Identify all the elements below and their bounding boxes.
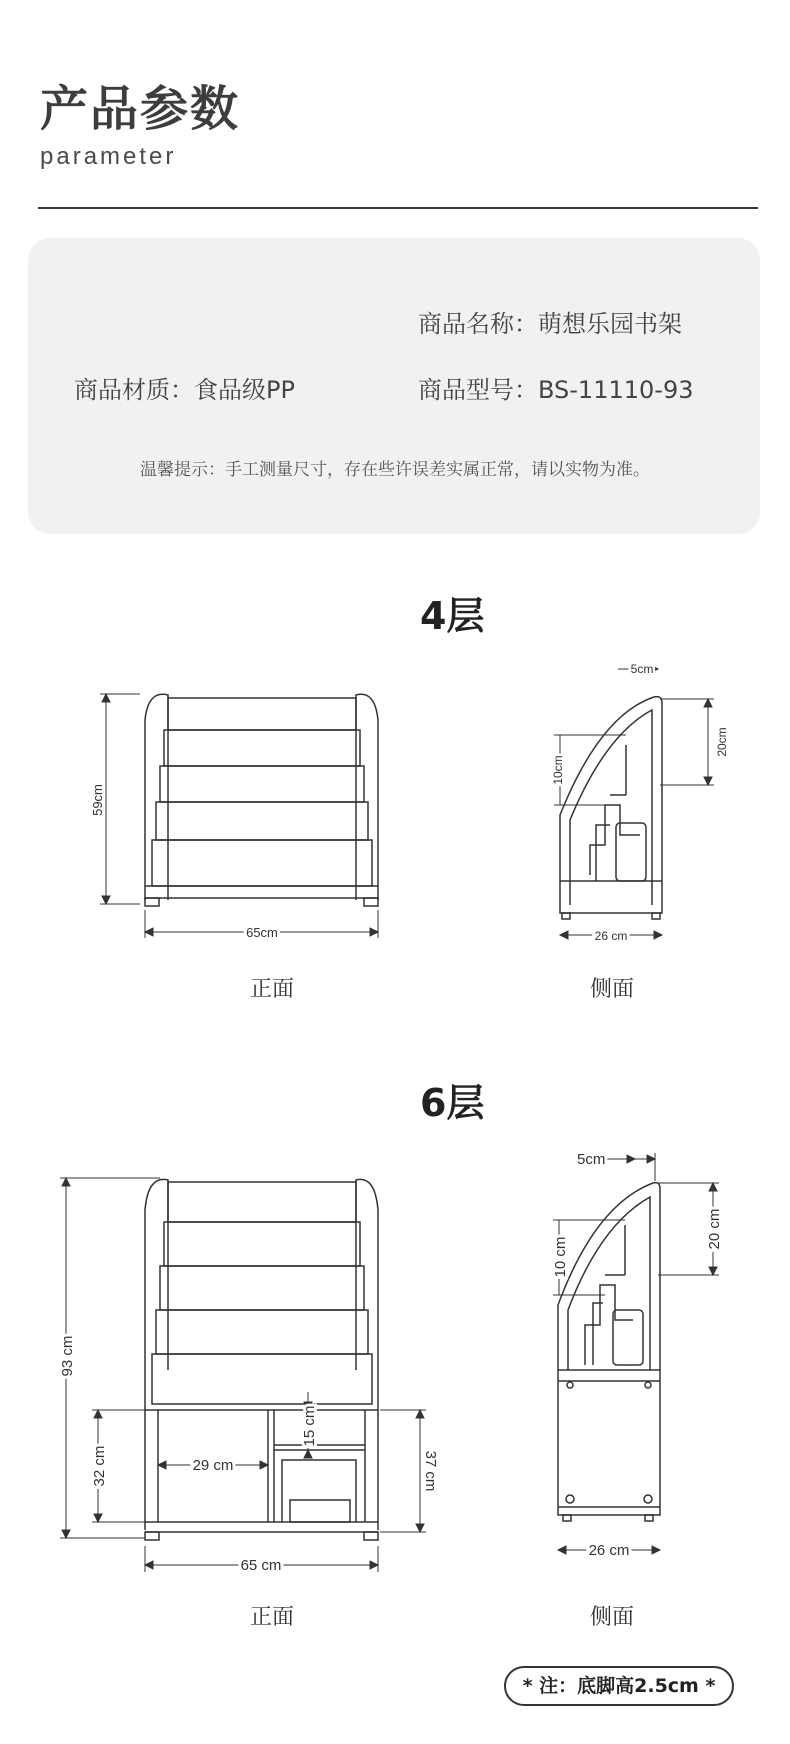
section-4-heading: 4层 <box>420 594 485 638</box>
side6-top-label: 5cm <box>577 1151 606 1168</box>
foot-height-note: * 注：底脚高2.5cm * <box>504 1666 734 1706</box>
side4-right-label: 20cm <box>715 727 729 757</box>
front-view-6-tier <box>50 1160 490 1580</box>
section-6-heading: 6层 <box>420 1081 485 1125</box>
side4-left-label: 10cm <box>551 755 565 785</box>
front4-height-label: 59cm <box>90 784 105 816</box>
header-divider <box>38 207 758 209</box>
front6-shelf-height-label: 15 cm <box>301 1405 318 1447</box>
front6-cabinet-total-label: 37 cm <box>422 1450 439 1492</box>
page-subtitle: parameter <box>40 143 177 170</box>
product-name: 商品名称：萌想乐园书架 <box>418 310 682 338</box>
product-model: 商品型号：BS-11110-93 <box>418 376 694 404</box>
front6-cabinet-height-label: 32 cm <box>91 1445 108 1487</box>
front-view-4-tier <box>80 660 420 950</box>
side6-width-label: 26 cm <box>588 1542 630 1559</box>
front6-height-label: 93 cm <box>59 1335 76 1377</box>
front6-width-label: 65 cm <box>240 1557 282 1574</box>
product-material: 商品材质：食品级PP <box>74 376 295 404</box>
side4-top-label: 5cm <box>630 662 654 676</box>
page-title: 产品参数 <box>40 81 241 137</box>
front6-compartment-width-label: 29 cm <box>192 1457 234 1474</box>
measurement-tip: 温馨提示：手工测量尺寸，存在些许误差实属正常，请以实物为准。 <box>140 460 650 480</box>
side-view-label-4: 侧面 <box>590 977 635 1002</box>
front-view-label-6: 正面 <box>250 1605 295 1630</box>
side-view-label-6: 侧面 <box>590 1605 635 1630</box>
front4-width-label: 65cm <box>246 925 278 940</box>
side6-right-label: 20 cm <box>706 1208 723 1250</box>
side6-left-label: 10 cm <box>552 1236 569 1278</box>
side-view-6-tier <box>515 1145 755 1575</box>
side-view-4-tier <box>530 655 750 945</box>
front-view-label-4: 正面 <box>250 977 295 1002</box>
side4-width-label: 26 cm <box>594 929 628 943</box>
